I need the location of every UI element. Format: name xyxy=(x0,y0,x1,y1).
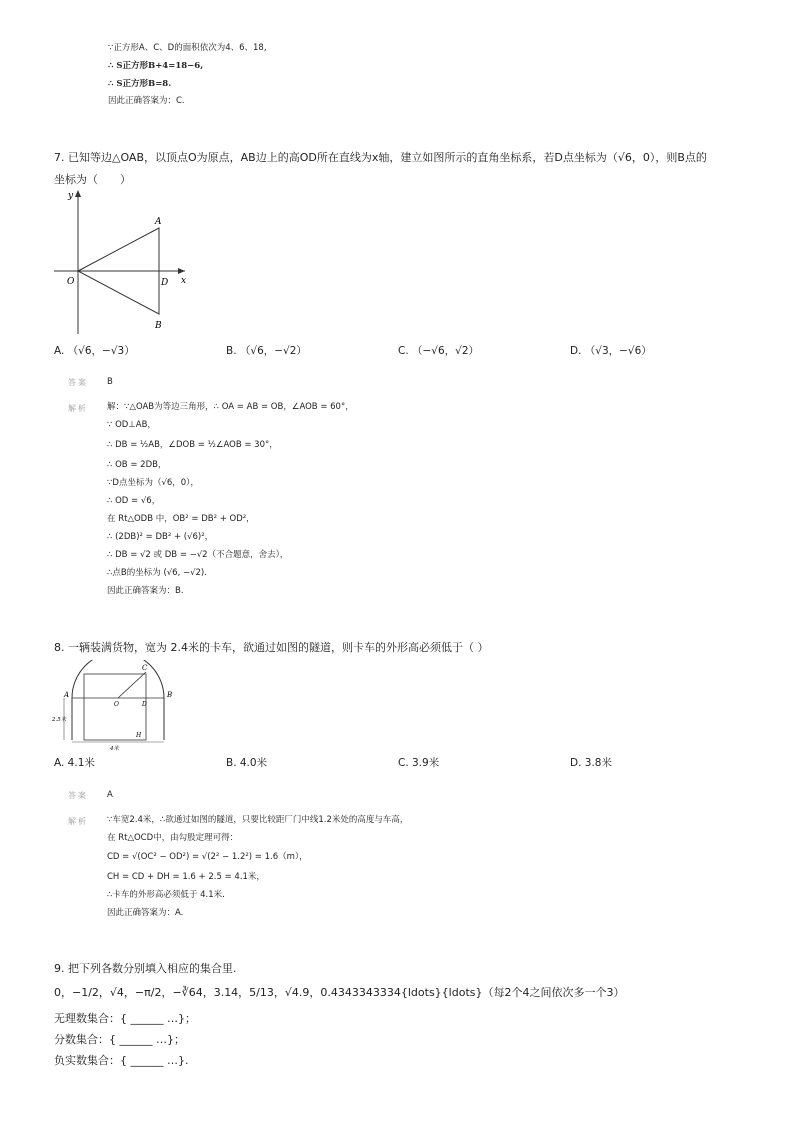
q7-y-label: y xyxy=(68,191,74,201)
q8-d-label: D xyxy=(142,701,147,708)
q8-a-label: A xyxy=(64,691,70,699)
prev-solution-line-1: ∵正方形A、C、D的面积依次为4、6、18, xyxy=(108,43,267,53)
q8-option-d: D. 3.8米 xyxy=(570,757,612,769)
q7-x-label: x xyxy=(181,276,187,286)
q8-option-c: C. 3.9米 xyxy=(398,757,440,769)
q8-solution-line-4: CH = CD + DH = 1.6 + 2.5 = 4.1米， xyxy=(107,872,265,882)
q7-solution-line-9: ∴ DB = √2 或 DB = −√2（不合题意，舍去）， xyxy=(107,550,289,560)
q8-tunnel-outline xyxy=(72,660,164,740)
q8-option-a: A. 4.1米 xyxy=(54,757,95,769)
prev-solution-line-3: ∴ S正方形B=8. xyxy=(108,79,172,89)
q7-option-c: C. （−√6，√2） xyxy=(398,345,480,357)
q8-width-label: 4米 xyxy=(110,746,119,752)
q7-y-axis-arrow xyxy=(75,190,81,197)
q7-answer-label: 答案 xyxy=(68,378,88,387)
q7-stem-line-2: 坐标为（ ） xyxy=(54,173,131,186)
q8-c-label: C xyxy=(142,664,148,672)
prev-solution-line-2: ∴ S正方形B+4=18−6, xyxy=(108,61,204,71)
q8-solution-line-1: ∵车宽2.4米，∴欲通过如图的隧道，只要比较距厂门中线1.2米处的高度与车高， xyxy=(107,815,409,825)
q8-tunnel-figure xyxy=(52,660,172,752)
q7-option-d: D. （√3，−√6） xyxy=(570,345,652,357)
q8-h-label: H xyxy=(136,732,142,739)
q8-o-label: O xyxy=(114,701,119,708)
q8-line-oc xyxy=(118,672,146,698)
q7-solution-line-7: 在 Rt△ODB 中，OB² = DB² + OD²， xyxy=(107,514,255,524)
q8-solution-line-5: ∴卡车的外形高必须低于 4.1米. xyxy=(107,890,225,900)
q8-solution-line-3: CD = √(OC² − OD²) = √(2² − 1.2²) = 1.6（m）， xyxy=(107,852,308,862)
prev-solution-answer: 因此正确答案为：C. xyxy=(108,96,185,106)
q7-x-axis-arrow xyxy=(178,268,185,274)
q9-set-irrational: 无理数集合：{ ______ …}； xyxy=(54,1012,196,1025)
q7-stem-line-1: 7. 已知等边△OAB，以顶点O为原点，AB边上的高OD所在直线为x轴，建立如图所示的直角坐标系，若D点坐标为（√6，0），则B点的 xyxy=(54,151,707,164)
q9-stem: 9. 把下列各数分别填入相应的集合里. xyxy=(54,962,237,975)
q7-a-label: A xyxy=(155,217,162,227)
q7-answer: B xyxy=(107,377,113,387)
q7-solution-line-2: ∵ OD⊥AB， xyxy=(107,420,156,430)
q7-option-b: B. （√6，−√2） xyxy=(226,345,307,357)
q7-solution-answer: 因此正确答案为：B. xyxy=(107,586,184,596)
q8-answer: A xyxy=(107,790,113,800)
q9-numbers: 0，−1/2，√4，−π/2，−∛64，3.14，5/13，√4.9，0.4343343334{ldots}{ldots}（每2个4之间依次多一个3） xyxy=(54,986,625,999)
q7-solution-line-5: ∵D点坐标为（√6，0）， xyxy=(107,478,199,488)
q7-solution-line-4: ∴ OB = 2DB， xyxy=(107,460,167,470)
q7-option-a: A. （√6，−√3） xyxy=(54,345,135,357)
q8-option-b: B. 4.0米 xyxy=(226,757,268,769)
q9-set-fraction: 分数集合：{ ______ …}； xyxy=(54,1033,185,1046)
q7-solution-line-8: ∴ (2DB)² = DB² + (√6)²， xyxy=(107,532,214,542)
q8-answer-label: 答案 xyxy=(68,791,88,800)
q7-analysis-label: 解析 xyxy=(68,404,88,413)
q7-solution-line-10: ∴点B的坐标为 (√6, −√2). xyxy=(107,568,207,578)
q7-d-label: D xyxy=(161,278,169,288)
q8-stem: 8. 一辆装满货物，宽为 2.4米的卡车，欲通过如图的隧道，则卡车的外形高必须低于（ ） xyxy=(54,641,489,654)
q7-solution-line-1: 解：∵△OAB为等边三角形，∴ OA = AB = OB，∠AOB = 60°， xyxy=(107,402,354,412)
q8-height-label: 2.5米 xyxy=(52,717,67,723)
q7-solution-line-6: ∴ OD = √6， xyxy=(107,496,161,506)
q8-solution-answer: 因此正确答案为：A. xyxy=(107,908,184,918)
q7-o-label: O xyxy=(67,277,75,287)
q9-set-negative-real: 负实数集合：{ ______ …}. xyxy=(54,1054,189,1067)
q8-analysis-label: 解析 xyxy=(68,817,88,826)
q7-b-label: B xyxy=(155,321,162,331)
q8-b-label: B xyxy=(167,691,172,699)
q7-solution-line-3: ∴ DB = ½AB，∠DOB = ½∠AOB = 30°， xyxy=(107,440,278,450)
q8-solution-line-2: 在 Rt△OCD中，由勾股定理可得： xyxy=(107,833,239,843)
q7-coordinate-figure xyxy=(52,186,197,336)
